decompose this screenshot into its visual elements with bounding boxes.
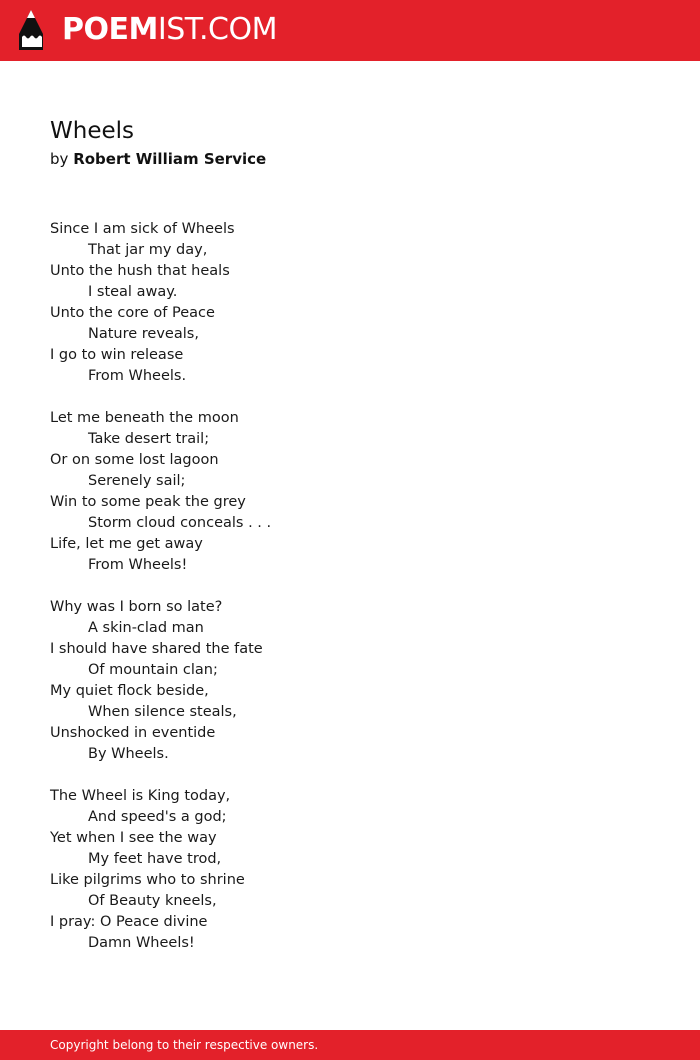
- poem-line: Take desert trail;: [88, 431, 210, 447]
- poem-line: Unto the hush that heals: [50, 263, 230, 279]
- poem-line: By Wheels.: [88, 746, 169, 762]
- poem-line: Let me beneath the moon: [50, 410, 239, 426]
- poem-stanza: [50, 786, 650, 954]
- site-logo[interactable]: [62, 12, 277, 48]
- poem-line: Nature reveals,: [88, 326, 199, 342]
- poem-title: Wheels: [50, 118, 134, 144]
- poem-stanza: [50, 219, 650, 387]
- poem-stanza: [50, 408, 650, 576]
- copyright-notice: Copyright belong to their respective owners.: [50, 1038, 319, 1052]
- poem-line: Or on some lost lagoon: [50, 452, 219, 468]
- poem-line: I steal away.: [88, 284, 178, 300]
- poem-line: I go to win release: [50, 347, 184, 363]
- poem-line: Since I am sick of Wheels: [50, 221, 235, 237]
- poem-line: My feet have trod,: [88, 851, 222, 867]
- site-header: [0, 0, 700, 61]
- poem-line: Unto the core of Peace: [50, 305, 215, 321]
- poem-line: From Wheels.: [88, 368, 187, 384]
- logo-bold-text: POEM: [62, 12, 158, 47]
- poem-line: Damn Wheels!: [88, 935, 195, 951]
- poem-line: Storm cloud conceals . . .: [88, 515, 272, 531]
- poem-line: Win to some peak the grey: [50, 494, 246, 510]
- poem-line: When silence steals,: [88, 704, 237, 720]
- site-footer: [0, 1030, 700, 1060]
- poem-line: Why was I born so late?: [50, 599, 223, 615]
- poem-line: Like pilgrims who to shrine: [50, 872, 245, 888]
- poem-line: Life, let me get away: [50, 536, 203, 552]
- pencil-tip-icon[interactable]: [18, 9, 44, 51]
- poem-line: A skin-clad man: [88, 620, 204, 636]
- poem-line: Of Beauty kneels,: [88, 893, 217, 909]
- poem-line: My quiet flock beside,: [50, 683, 209, 699]
- poem-stanza: [50, 597, 650, 765]
- poem-line: Serenely sail;: [88, 473, 186, 489]
- poem-line: I should have shared the fate: [50, 641, 263, 657]
- poem-byline: [50, 149, 266, 169]
- poem-line: I pray: O Peace divine: [50, 914, 208, 930]
- poem-line: Yet when I see the way: [50, 830, 217, 846]
- poem-line: Of mountain clan;: [88, 662, 218, 678]
- by-label: by: [50, 150, 69, 168]
- poem-line: From Wheels!: [88, 557, 188, 573]
- poem-author: Robert William Service: [73, 150, 267, 168]
- poem-line: And speed's a god;: [88, 809, 227, 825]
- poem-line: That jar my day,: [88, 242, 208, 258]
- poem-line: Unshocked in eventide: [50, 725, 216, 741]
- poem-line: The Wheel is King today,: [50, 788, 231, 804]
- logo-light-text: IST.COM: [157, 12, 277, 47]
- poem-body: [50, 219, 650, 975]
